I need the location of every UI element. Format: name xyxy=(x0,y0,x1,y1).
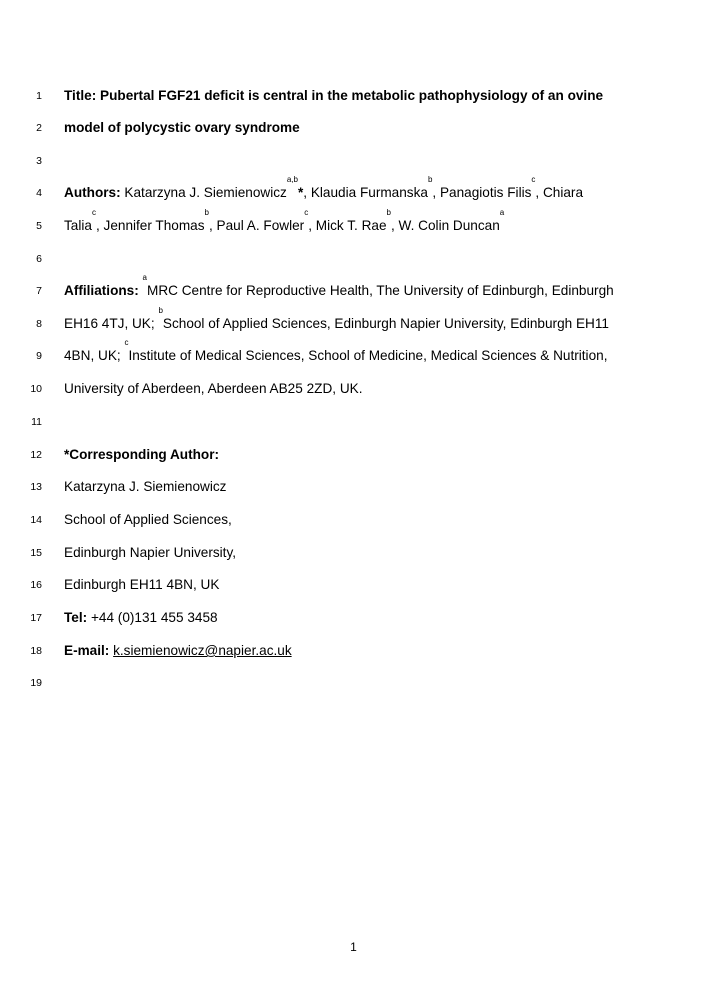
author-name: Katarzyna J. Siemienowicz xyxy=(124,185,287,200)
line-number: 3 xyxy=(36,155,42,167)
author-affiliation: b xyxy=(427,175,433,184)
affiliation-mark: c xyxy=(124,338,129,347)
corresponding-city: Edinburgh EH11 4BN, UK xyxy=(64,577,220,592)
corresponding-heading-text: *Corresponding Author: xyxy=(64,447,220,462)
corresponding-mark: * xyxy=(297,185,304,200)
corresponding-heading xyxy=(64,444,219,466)
tel-label: Tel: xyxy=(64,610,88,625)
author-name: Panagiotis Filis xyxy=(439,185,532,200)
line-11 xyxy=(0,411,707,433)
line-19 xyxy=(0,672,707,694)
author-affiliation: a,b xyxy=(286,175,298,184)
affiliation-text: MRC Centre for Reproductive Health, The University of Edinburgh, Edinburgh xyxy=(147,283,614,298)
affiliations-line-2 xyxy=(64,306,609,335)
author-affiliation: c xyxy=(91,208,96,217)
page-number: 1 xyxy=(350,940,357,954)
affiliation-text: Institute of Medical Sciences, School of Medicine, Medical Sciences & Nutrition, xyxy=(128,348,608,363)
author-affiliation: a xyxy=(499,208,505,217)
corresponding-name: Katarzyna J. Siemienowicz xyxy=(64,479,227,494)
line-9 xyxy=(0,338,707,367)
author-name: Jennifer Thomas xyxy=(103,218,205,233)
line-16 xyxy=(0,574,707,596)
author-affiliation: b xyxy=(386,208,391,217)
line-number: 12 xyxy=(30,449,42,461)
title-line-1 xyxy=(64,85,603,107)
corresponding-dept: School of Applied Sciences, xyxy=(64,512,232,527)
author-name-part: Chiara xyxy=(542,185,584,200)
line-number: 16 xyxy=(30,579,42,591)
corresponding-tel xyxy=(64,607,218,629)
affiliations-line-4: University of Aberdeen, Aberdeen AB25 2ZD, UK. xyxy=(64,381,363,396)
email-link[interactable]: k.siemienowicz@napier.ac.uk xyxy=(113,643,292,658)
affiliations-line-3 xyxy=(64,338,608,367)
line-14 xyxy=(0,509,707,531)
line-number: 4 xyxy=(36,187,42,199)
line-number: 15 xyxy=(30,547,42,559)
line-number: 5 xyxy=(36,220,42,232)
line-number: 13 xyxy=(30,481,42,493)
line-number: 18 xyxy=(30,645,42,657)
line-1 xyxy=(0,85,707,107)
email-label: E-mail: xyxy=(64,643,110,658)
affiliation-mark: a xyxy=(142,273,147,282)
author-name: Mick T. Rae xyxy=(315,218,387,233)
affiliation-text: 4BN, UK; xyxy=(64,348,125,363)
title-label: Title: xyxy=(64,88,97,103)
title-text-2: model of polycystic ovary syndrome xyxy=(64,120,300,135)
author-affiliation: c xyxy=(531,175,536,184)
title-text-1: Pubertal FGF21 deficit is central in the metabolic pathophysiology of an ovine xyxy=(100,88,604,103)
line-number: 19 xyxy=(30,677,42,689)
author-affiliation: b xyxy=(204,208,209,217)
author-name: W. Colin Duncan xyxy=(398,218,500,233)
authors-line-2: Talia$^c$, Jennifer Thomas$^b$, Paul A. Fowler$^c$, Mick T. Rae$^b$, W. Colin Duncan$^a$ xyxy=(64,208,505,233)
line-8 xyxy=(0,306,707,335)
line-number: 10 xyxy=(30,383,42,395)
corresponding-email xyxy=(64,640,292,662)
tel-value: +44 (0)131 455 3458 xyxy=(90,610,218,625)
line-13 xyxy=(0,476,707,498)
line-17 xyxy=(0,607,707,629)
authors-line-1: Authors: Katarzyna J. Siemienowicz$^{a,b}$*, Klaudia Furmanska$^b$, Panagiotis Filis$^c$, Chiara xyxy=(64,175,584,200)
affiliation-text: School of Applied Sciences, Edinburgh Napier University, Edinburgh EH11 xyxy=(162,316,609,331)
line-12 xyxy=(0,444,707,466)
line-number: 14 xyxy=(30,514,42,526)
affiliations-line-1 xyxy=(64,273,614,302)
line-15 xyxy=(0,542,707,564)
title-line-2 xyxy=(64,117,300,139)
line-number: 7 xyxy=(36,285,42,297)
author-name: Klaudia Furmanska xyxy=(310,185,428,200)
line-number: 11 xyxy=(31,416,42,428)
author-affiliation: c xyxy=(304,208,309,217)
line-2 xyxy=(0,117,707,139)
affiliations-label: Affiliations: xyxy=(64,283,139,298)
line-5 xyxy=(0,208,707,237)
authors-label: Authors: xyxy=(64,185,121,200)
line-number: 9 xyxy=(36,350,42,362)
line-18 xyxy=(0,640,707,662)
line-number: 2 xyxy=(36,122,42,134)
line-number: 1 xyxy=(36,90,42,102)
affiliation-text: EH16 4TJ, UK; xyxy=(64,316,159,331)
author-name: Paul A. Fowler xyxy=(216,218,305,233)
affiliation-mark: b xyxy=(158,306,163,315)
line-6 xyxy=(0,248,707,270)
line-3 xyxy=(0,150,707,172)
line-7 xyxy=(0,273,707,302)
author-name-part: Talia xyxy=(64,218,92,233)
corresponding-institution: Edinburgh Napier University, xyxy=(64,545,237,560)
line-number: 17 xyxy=(30,612,42,624)
line-number: 8 xyxy=(36,318,42,330)
line-4 xyxy=(0,175,707,204)
line-10 xyxy=(0,378,707,400)
line-number: 6 xyxy=(36,253,42,265)
